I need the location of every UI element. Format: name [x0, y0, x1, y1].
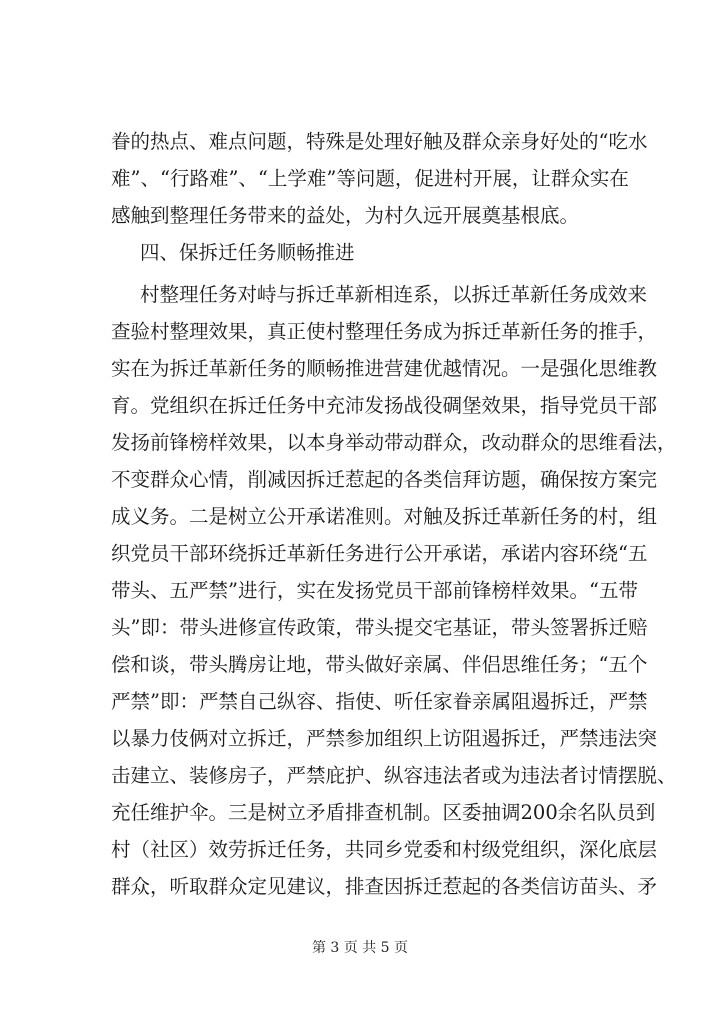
- text-line: 感触到整理任务带来的益处，为村久远开展奠基根底。: [111, 204, 580, 227]
- text-line: 以暴力伎俩对立拆迁，严禁参加组织上访阻遏拆迁，严禁违法突: [111, 727, 658, 750]
- text-line: 难”、“行路难”、“上学难”等问题，促进村开展，让群众实在: [111, 167, 629, 190]
- text-line: 带头、五严禁”进行，实在发扬党员干部前锋榜样效果。“五带: [111, 579, 638, 602]
- text-line: 育。党组织在拆迁任务中充沛发扬战役碉堡效果，指导党员干部: [111, 394, 658, 417]
- text-line: 发扬前锋榜样效果，以本身举动带动群众，改动群众的思维看法，: [111, 431, 677, 454]
- page-number-footer: 第 3 页 共 5 页: [311, 940, 409, 956]
- text-line: 群众，听取群众定见建议，排查因拆迁惹起的各类信访苗头、矛: [111, 875, 658, 898]
- text-line: 不变群众心情，削减因拆迁惹起的各类信拜访题，确保按方案完: [111, 468, 658, 491]
- text-line: 头”即：带头进修宣传政策，带头提交宅基证，带头签署拆迁赔: [111, 616, 648, 639]
- text-line: 成义务。二是树立公开承诺准则。对触及拆迁革新任务的村，组: [111, 505, 658, 528]
- text-line: 充任维护伞。三是树立矛盾排查机制。区委抽调200余名队员到: [111, 801, 656, 824]
- text-line: 织党员干部环绕拆迁革新任务进行公开承诺，承诺内容环绕“五: [111, 542, 648, 565]
- text-line: 严禁”即：严禁自己纵容、指使、听任家眷亲属阻遏拆迁，严禁: [111, 690, 648, 713]
- text-line: 查验村整理效果，真正使村整理任务成为拆迁革新任务的推手，: [111, 320, 658, 343]
- section-heading: 四、保拆迁任务顺畅推进: [140, 241, 355, 264]
- text-line: 村（社区）效劳拆迁任务，共同乡党委和村级党组织，深化底层: [111, 838, 658, 861]
- text-line: 村整理任务对峙与拆迁革新相连系，以拆迁革新任务成效来: [140, 283, 648, 306]
- text-line: 击建立、装修房子，严禁庇护、纵容违法者或为违法者讨情摆脱、: [111, 764, 677, 787]
- text-line: 眷的热点、难点问题，特殊是处理好触及群众亲身好处的“吃水: [111, 130, 648, 153]
- text-line: 实在为拆迁革新任务的顺畅推进营建优越情况。一是强化思维教: [111, 357, 658, 380]
- text-line: 偿和谈，带头腾房让地，带头做好亲属、伴侣思维任务；“五个: [111, 653, 648, 676]
